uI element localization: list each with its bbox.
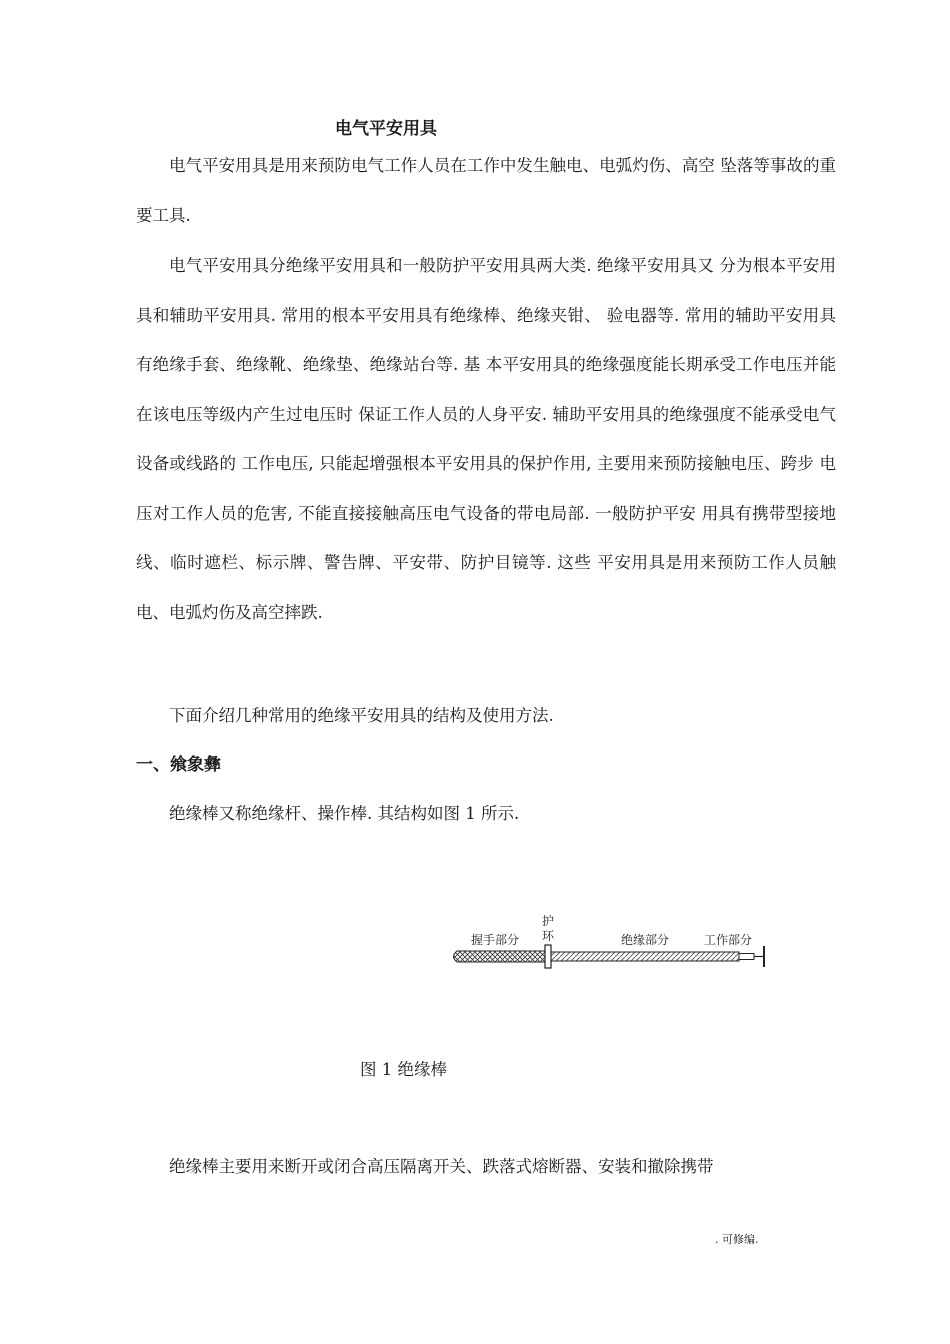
figure-caption: 图 1 绝缘棒 (360, 1060, 447, 1079)
paragraph-intro: 电气平安用具是用来预防电气工作人员在工作中发生触电、电弧灼伤、高空 坠落等事故的重要工具. (136, 156, 836, 225)
label-insulation: 绝缘部分 (621, 933, 670, 947)
paragraph-overview: 下面介绍几种常用的绝缘平安用具的结构及使用方法. (169, 706, 554, 725)
label-working: 工作部分 (704, 933, 753, 947)
paragraph-closing: 绝缘棒主要用来断开或闭合高压隔离开关、跌落式熔断器、安装和撤除携带 (169, 1157, 714, 1176)
grip-section (454, 951, 546, 962)
working-section (739, 954, 754, 960)
label-guard-bottom: 环 (542, 929, 555, 943)
insulating-section (551, 952, 739, 961)
paragraph-section: 绝缘棒又称绝缘杆、操作棒. 其结构如图 1 所示. (169, 804, 520, 823)
page-footer: . 可修编. (715, 1233, 759, 1246)
section-heading: 一、飨象彝 (136, 755, 221, 775)
document-title: 电气平安用具 (335, 119, 437, 139)
label-guard-top: 护 (542, 914, 555, 928)
label-grip: 握手部分 (471, 933, 520, 947)
insulating-rod-figure (445, 912, 775, 982)
guard-ring (545, 945, 551, 968)
paragraph-classification: 电气平安用具分绝缘平安用具和一般防护平安用具两大类. 绝缘平安用具又 分为根本平安用具和辅助平安用具. 常用的根本平安用具有绝缘棒、绝缘夹钳、 验电器等. 常用的辅助平安用具有绝缘手套、绝缘靴、绝缘垫、绝缘站台等. 基 本平安用具的绝缘强度能长期承受工作电压并能在该电压等级内产生过电压时 保证工作人员的人身平安. 辅助平安用具的绝缘强度不能承受电气设备或线路的 工作电压, 只能起增强根本平安用具的保护作用, 主要用来预防接触电压、跨步 电压对工作人员的危害, 不能直接接触高压电气设备的带电局部. 一般防护平安 用具有携带型接地线、临时遮栏、标示牌、警告牌、平安带、防护目镜等. 这些 平安用具是用来预防工作人员触电、电弧灼伤及高空摔跌. (136, 256, 836, 622)
